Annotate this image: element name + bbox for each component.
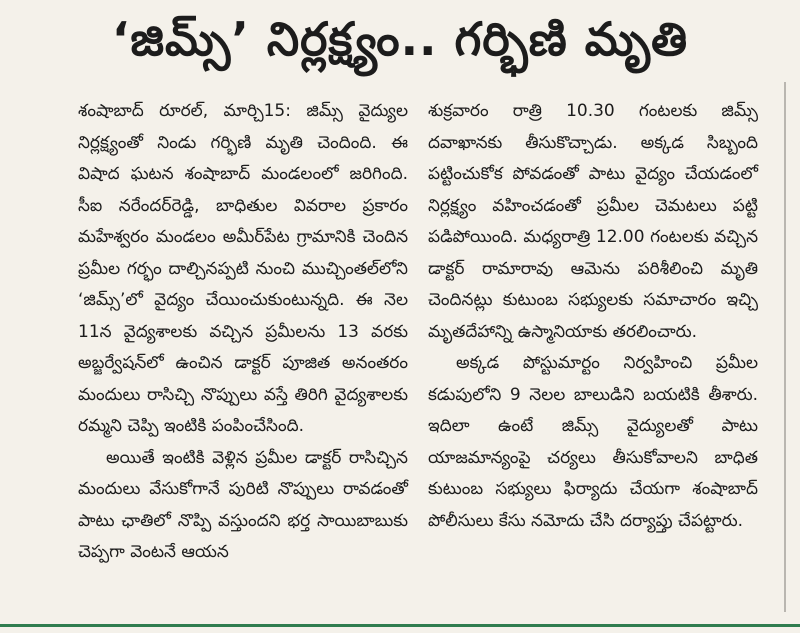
article-paragraph: అయితే ఇంటికి వెళ్లిన ప్రమీల డాక్టర్ రాసిచ్చిన మందులు వేసుకోగానే పురిటి నొప్పులు రావడంతో పాటు ఛాతిలో నొప్పి వస్తుందని భర్త సాయిబాబుకు చెప్పగా వెంటనే ఆయన — [78, 447, 408, 562]
article-paragraph: అక్కడ పోస్టుమార్టం నిర్వహించి ప్రమీల కడుపులోని 9 నెలల బాలుడిని బయటికి తీశారు. ఇదిలా ఉంటే జిమ్స్ వైద్యులతో పాటు యాజమాన్యంపై చర్యలు తీసుకోవాలని బాధిత కుటుంబ సభ్యులు ఫిర్యాదు చేయగా శంషాబాద్ పోలీసులు కేసు నమోదు చేసి దర్యాప్తు చేపట్టారు. — [428, 353, 758, 531]
page-edge-divider — [784, 82, 786, 612]
headline: ‘జిమ్స్’ నిర్లక్ష్యం.. గర్భిణి మృతి — [111, 12, 689, 66]
bottom-rule — [0, 624, 800, 627]
article-column-right — [428, 96, 758, 537]
article-paragraph: శంషాబాద్ రూరల్, మార్చి15: జిమ్స్ వైద్యుల నిర్లక్ష్యంతో నిండు గర్భిణి మృతి చెందింది. ఈ విషాద ఘటన శంషాబాద్ మండలంలో జరిగింది. సీఐ నరేందర్‌రెడ్డి, బాధితుల వివరాల ప్రకారం మహేశ్వరం మండలం అమీర్‌పేట గ్రామానికి చెందిన ప్రమీల గర్భం దాల్చినప్పటి నుంచి ముచ్చింతల్‌లోని ‘జిమ్స్’లో వైద్యం చేయించుకుంటున్నది. ఈ నెల 11న వైద్యశాలకు వచ్చిన ప్రమీలను 13 వరకు అబ్జర్వేషన్‌లో ఉంచిన డాక్టర్ పూజిత అనంతరం మందులు రాసిచ్చి నొప్పులు వస్తే తిరిగి వైద్యశాలకు రమ్మని చెప్పి ఇంటికి పంపించేసింది. — [78, 101, 408, 436]
article-column-left — [78, 96, 408, 569]
article-paragraph: శుక్రవారం రాత్రి 10.30 గంటలకు జిమ్స్ దవాఖానకు తీసుకొచ్చాడు. అక్కడ సిబ్బంది పట్టించుకోక పోవడంతో పాటు వైద్యం చేయడంలో నిర్లక్ష్యం వహించడంతో ప్రమీల చెమటలు పట్టి పడిపోయింది. మధ్యరాత్రి 12.00 గంటలకు వచ్చిన డాక్టర్ రామారావు ఆమెను పరిశీలించి మృతి చెందినట్లు కుటుంబ సభ్యులకు సమాచారం ఇచ్చి మృతదేహాన్ని ఉస్మానియాకు తరలించారు. — [428, 101, 758, 342]
